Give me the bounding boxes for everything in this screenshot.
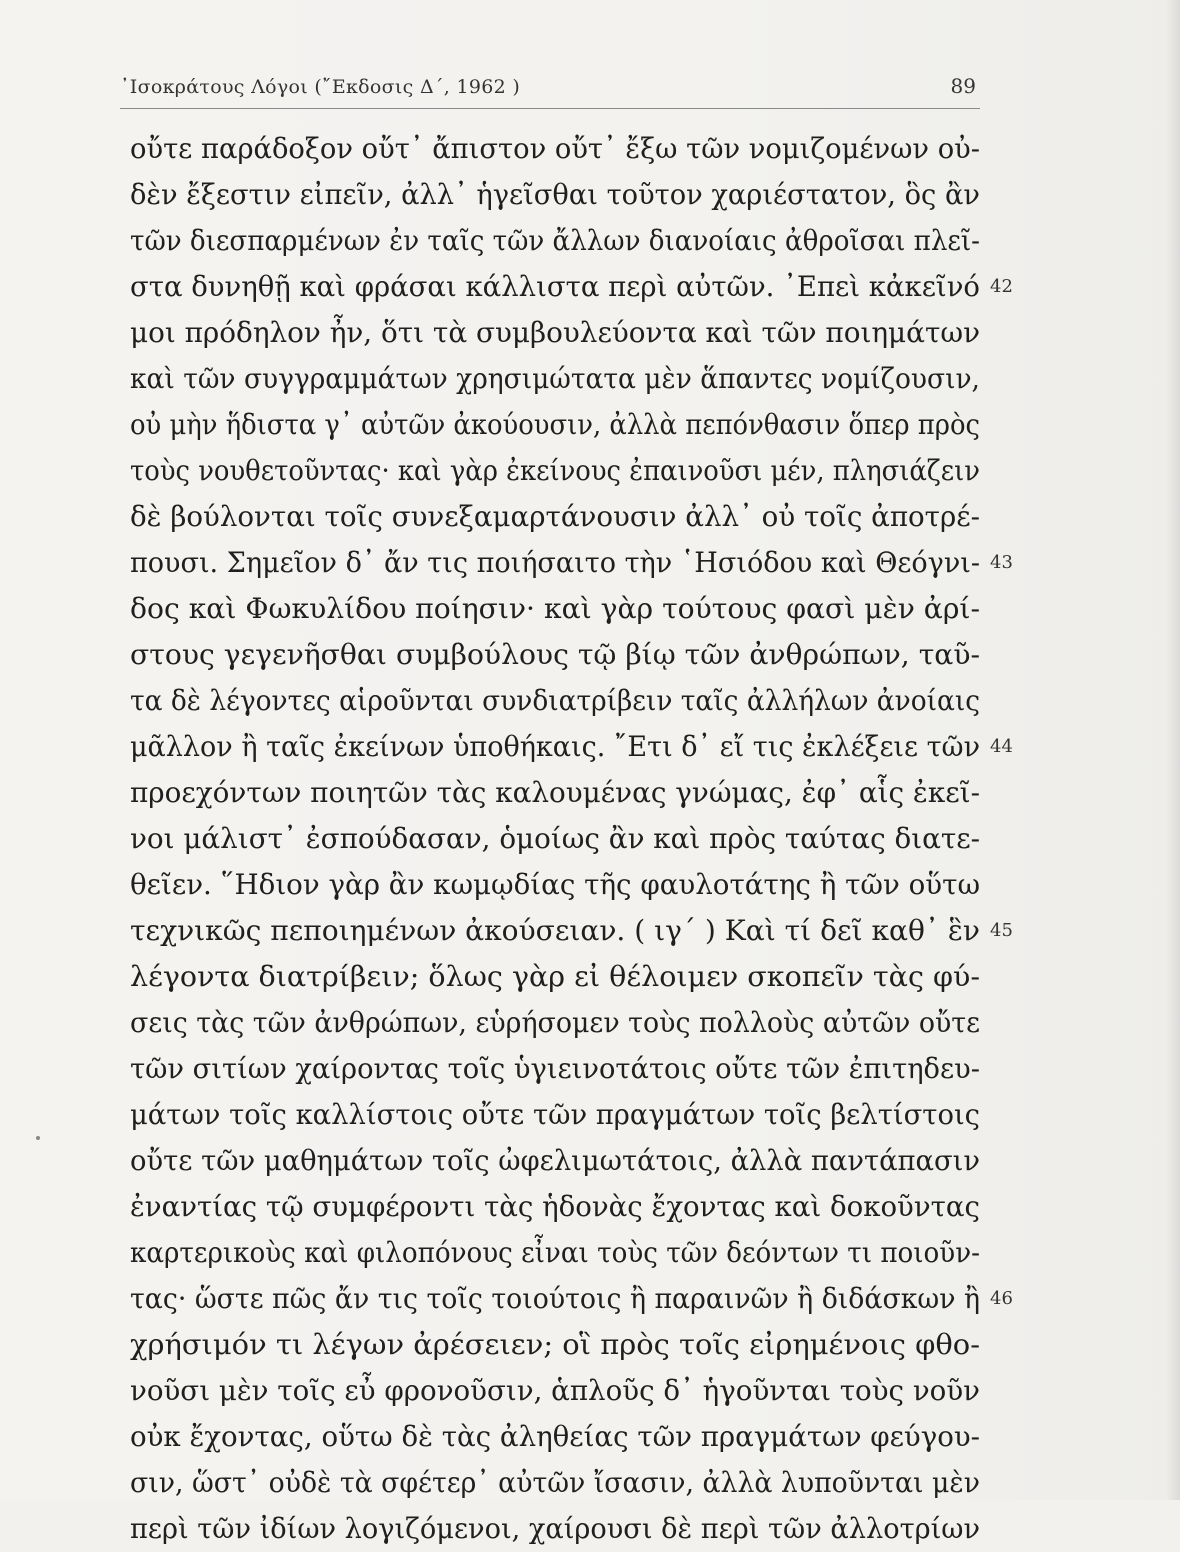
line-text: οὐ μὴν ἥδιστα γ᾿ αὐτῶν ἀκούουσιν, ἀλλὰ πεπόνθασιν ὅπερ πρὸς xyxy=(130,408,980,441)
line-text: προεχόντων ποιητῶν τὰς καλουμένας γνώμας, ἐφ᾿ αἷς ἐκεῖ- xyxy=(130,776,980,809)
text-line xyxy=(130,356,990,402)
text-line xyxy=(130,1000,990,1046)
line-text: οὔτε τῶν μαθημάτων τοῖς ὠφελιμωτάτοις, ἀλλὰ παντάπασιν xyxy=(130,1144,981,1177)
text-line xyxy=(130,1230,990,1276)
line-text: θεῖεν. ῞Ηδιον γὰρ ἂν κωμῳδίας τῆς φαυλοτάτης ἢ τῶν οὕτω xyxy=(130,868,981,901)
line-text: τῶν διεσπαρμένων ἐν ταῖς τῶν ἄλλων διανοίαις ἀθροῖσαι πλεῖ- xyxy=(130,224,980,257)
line-text: οὔτε παράδοξον οὔτ᾿ ἄπιστον οὔτ᾿ ἔξω τῶν νομιζομένων οὐ- xyxy=(130,132,981,165)
text-line xyxy=(130,954,990,1000)
line-text: σεις τὰς τῶν ἀνθρώπων, εὑρήσομεν τοὺς πολλοὺς αὐτῶν οὔτε xyxy=(130,1006,981,1039)
text-line xyxy=(130,724,1013,770)
text-line xyxy=(130,172,990,218)
text-line xyxy=(130,908,1013,954)
text-line xyxy=(130,540,1013,586)
line-text: πουσι. Σημεῖον δ᾿ ἄν τις ποιήσαιτο τὴν ῾Ησιόδου καὶ Θεόγνι- xyxy=(130,546,981,579)
text-line xyxy=(130,126,990,172)
text-line xyxy=(130,678,990,724)
line-text: χρήσιμόν τι λέγων ἀρέσειεν; οἳ πρὸς τοῖς εἰρημένοις φθο- xyxy=(130,1328,980,1361)
line-text: τεχνικῶς πεποιημένων ἀκούσειαν. ( ιγ΄ ) Καὶ τί δεῖ καθ᾿ ἓν xyxy=(130,914,980,947)
line-text: στους γεγενῆσθαι συμβούλους τῷ βίῳ τῶν ἀνθρώπων, ταῦ- xyxy=(130,638,981,671)
text-line xyxy=(130,632,990,678)
line-text: τας· ὥστε πῶς ἄν τις τοῖς τοιούτοις ἢ παραινῶν ἢ διδάσκων ἢ xyxy=(130,1282,981,1315)
line-text: τα δὲ λέγοντες αἱροῦνται συνδιατρίβειν ταῖς ἀλλήλων ἀνοίαις xyxy=(130,684,981,717)
line-text: δὲν ἔξεστιν εἰπεῖν, ἀλλ᾿ ἡγεῖσθαι τοῦτον χαριέστατον, ὃς ἂν xyxy=(130,178,980,211)
line-text: σιν, ὥστ᾿ οὐδὲ τὰ σφέτερ᾿ αὐτῶν ἴσασιν, ἀλλὰ λυποῦνται μὲν xyxy=(130,1466,980,1499)
section-number: 43 xyxy=(990,552,1013,573)
line-text: νοῦσι μὲν τοῖς εὖ φρονοῦσιν, ἁπλοῦς δ᾿ ἡγοῦνται τοὺς νοῦν xyxy=(130,1374,980,1407)
text-line xyxy=(130,770,990,816)
page-number: 89 xyxy=(950,74,976,98)
section-number: 46 xyxy=(990,1288,1013,1309)
section-number: 44 xyxy=(990,736,1013,757)
line-text: οὐκ ἔχοντας, οὕτω δὲ τὰς ἀληθείας τῶν πραγμάτων φεύγου- xyxy=(130,1420,981,1453)
section-number: 42 xyxy=(990,276,1013,297)
text-line xyxy=(130,1046,990,1092)
line-text: λέγοντα διατρίβειν; ὅλως γὰρ εἰ θέλοιμεν σκοπεῖν τὰς φύ- xyxy=(130,960,980,993)
line-text: τῶν σιτίων χαίροντας τοῖς ὑγιεινοτάτοις οὔτε τῶν ἐπιτηδευ- xyxy=(130,1052,980,1085)
text-line xyxy=(130,402,990,448)
line-text: μοι πρόδηλον ἦν, ὅτι τὰ συμβουλεύοντα καὶ τῶν ποιημάτων xyxy=(130,316,980,349)
text-line xyxy=(130,1506,990,1552)
line-text: περὶ τῶν ἰδίων λογιζόμενοι, χαίρουσι δὲ περὶ τῶν ἀλλοτρίων xyxy=(130,1512,980,1545)
text-line xyxy=(130,862,990,908)
line-text: ἐναντίας τῷ συμφέροντι τὰς ἡδονὰς ἔχοντας καὶ δοκοῦντας xyxy=(130,1190,980,1223)
page-edge-shadow xyxy=(1166,0,1180,1500)
text-line xyxy=(130,1368,990,1414)
text-line xyxy=(130,264,1013,310)
line-text: στα δυνηθῇ καὶ φράσαι κάλλιστα περὶ αὐτῶν. ᾿Επεὶ κἀκεῖνό xyxy=(130,270,980,303)
line-text: τοὺς νουθετοῦντας· καὶ γὰρ ἐκείνους ἐπαινοῦσι μέν, πλησιάζειν xyxy=(130,454,981,487)
text-line xyxy=(130,586,990,632)
header-rule xyxy=(120,108,980,109)
page-header xyxy=(120,72,976,108)
line-text: καρτερικοὺς καὶ φιλοπόνους εἶναι τοὺς τῶν δεόντων τι ποιοῦν- xyxy=(130,1236,980,1269)
line-text: δὲ βούλονται τοῖς συνεξαμαρτάνουσιν ἀλλ᾿ οὐ τοῖς ἀποτρέ- xyxy=(130,500,980,533)
text-line xyxy=(130,1276,1013,1322)
line-text: δος καὶ Φωκυλίδου ποίησιν· καὶ γὰρ τούτους φασὶ μὲν ἀρί- xyxy=(130,592,981,625)
text-line xyxy=(130,1414,990,1460)
line-text: καὶ τῶν συγγραμμάτων χρησιμώτατα μὲν ἅπαντες νομίζουσιν, xyxy=(130,362,980,395)
text-line xyxy=(130,1460,990,1506)
text-line xyxy=(130,448,990,494)
text-line xyxy=(130,1092,990,1138)
text-line xyxy=(130,1184,990,1230)
text-line xyxy=(130,310,990,356)
text-line xyxy=(130,1322,990,1368)
line-text: νοι μάλιστ᾿ ἐσπούδασαν, ὁμοίως ἂν καὶ πρὸς ταύτας διατε- xyxy=(130,822,981,855)
section-number: 45 xyxy=(990,920,1013,941)
text-body xyxy=(130,126,1013,1552)
line-text: μᾶλλον ἢ ταῖς ἐκείνων ὑποθήκαις. ῎Ετι δ᾿ εἴ τις ἐκλέξειε τῶν xyxy=(130,730,981,763)
running-title: ᾿Ισοκράτους Λόγοι (῎Εκδοσις Δ΄, 1962 ) xyxy=(120,76,521,98)
text-line xyxy=(130,816,990,862)
text-line xyxy=(130,1138,990,1184)
line-text: μάτων τοῖς καλλίστοις οὔτε τῶν πραγμάτων τοῖς βελτίστοις xyxy=(130,1098,981,1131)
text-line xyxy=(130,218,990,264)
margin-speck xyxy=(36,1136,40,1140)
text-line xyxy=(130,494,990,540)
